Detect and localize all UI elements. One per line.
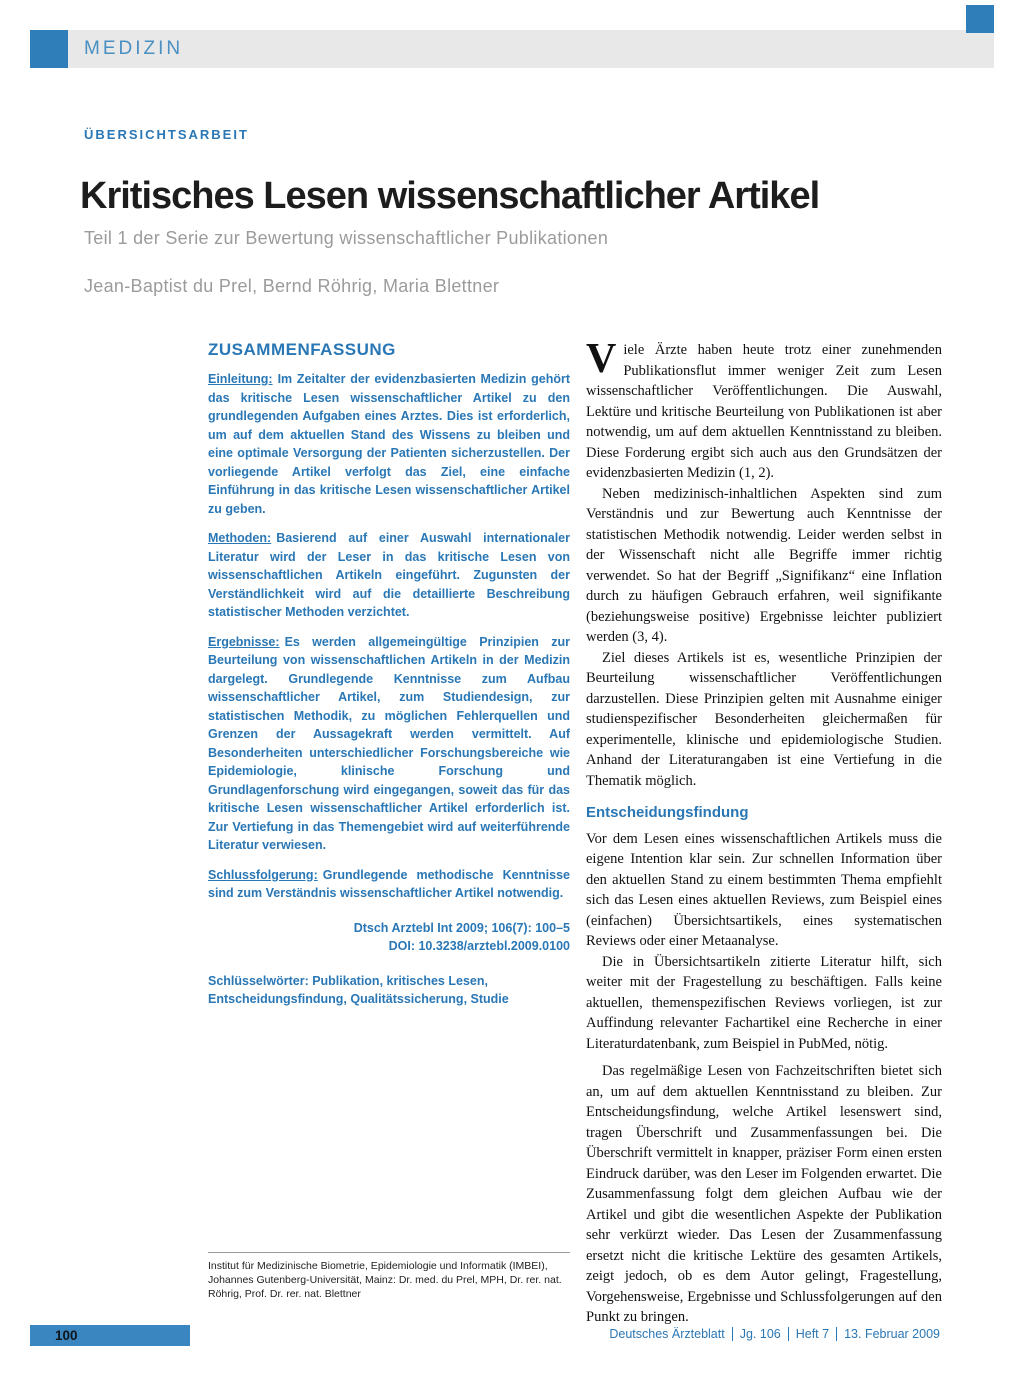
body-paragraph: Die in Übersichtsartikeln zitierte Literatur hilft, sich weiter mit der Fragestellung zu beschäftigen. Falls keine aktuellen, themenspezifischen Reviews vorliegen, ist zur Auffindung relevanter Fachartikel eine Recherche in einer Literaturdatenbank, zum Beispiel in PubMed, nötig. bbox=[586, 953, 942, 1052]
body-paragraph: Das regelmäßige Lesen von Fachzeitschriften bietet sich an, um auf dem aktuellen Kenntnisstand zu bleiben. Zur Entscheidungsfindung, welche Artikel lesenswert sind, tragen Überschrift und Zusammenfassungen bei. Die Überschrift vermittelt in knapper, präziser Form einen ersten Eindruck darüber, was den Leser im Folgenden erwartet. Die Zusammenfassung folgt dem gleichen Aufbau wie der Artikel und gibt die wesentlichen Aspekte der Publikation sehr verkürzt wieder. Das Lesen der Zusammenfassung ersetzt nicht die kritische Lektüre des gesamten Artikels, zeigt jedoch, ob es dem Autor gelingt, Fragestellung, Vorgehensweise, Ergebnisse und Schlussfolgerungen auf den Punkt zu bringen. bbox=[586, 1063, 942, 1325]
footer-journal-name: Deutsches Ärzteblatt bbox=[609, 1327, 725, 1341]
body-paragraph-text: iele Ärzte haben heute trotz einer zunehmenden Publikationsflut immer weniger Zeit zum Lesen wissenschaftlicher Veröffentlichungen. Die Auswahl, Lektüre und kritische Beurteilung von Publikationen ist aber notwendig, um auf dem aktuellen Kenntnisstand zu bleiben. Diese Forderung ergibt sich auch aus den Grundsätzen der evidenzbasierten Medizin (1, 2). bbox=[586, 342, 942, 481]
footer-date: 13. Februar 2009 bbox=[836, 1327, 940, 1341]
abstract-panel bbox=[208, 340, 570, 1020]
page-number: 100 bbox=[55, 1328, 78, 1343]
abstract-section-text: Im Zeitalter der evidenzbasierten Medizin gehört das kritische Lesen wissenschaftlicher Artikel zu den grundlegenden Aufgaben eines Arztes. Dies ist erforderlich, um auf dem aktuellen Stand des Wissens zu bleiben und eine optimale Versorgung der Patienten sicherzustellen. Der vorliegende Artikel verfolgt das Ziel, eine einfache Einführung in das kritische Lesen wissenschaftlicher Artikel zu geben. bbox=[208, 372, 570, 516]
section-label: MEDIZIN bbox=[84, 38, 184, 59]
abstract-section-text: Es werden allgemeingültige Prinzipien zur Beurteilung von wissenschaftlichen Artikeln in der Medizin dargelegt. Grundlegende Kenntnisse zum Aufbau wissenschaftlicher Artikel, zum Studiendesign, zur statistischen Methodik, zu möglichen Fehlerquellen und Grenzen der Aussagekraft werden vermittelt. Auf Besonderheiten unterschiedlicher Forschungsbereiche wie Epidemiologie, klinische Forschung und Grundlagenforschung wird eingegangen, soweit das für das kritische Lesen wissenschaftlicher Artikel erforderlich ist. Zur Vertiefung in das Themengebiet wird auf weiterführende Literatur verwiesen. bbox=[208, 634, 570, 852]
footer-volume: Jg. 106 bbox=[732, 1327, 788, 1341]
article-title: Kritisches Lesen wissenschaftlicher Artikel bbox=[80, 175, 820, 218]
abstract-section-ergebnisse bbox=[208, 633, 570, 855]
abstract-section-text: Basierend auf einer Auswahl internationaler Literatur wird der Leser in das kritische Lesen von wissenschaftlichen Artikeln eingeführt. Zugunsten der Verständlichkeit wird auf die detaillierte Beschreibung statistischer Methoden verzichtet. bbox=[208, 531, 570, 619]
article-body bbox=[586, 336, 942, 1328]
brand-square-icon bbox=[30, 30, 68, 68]
corner-mark-icon bbox=[966, 5, 994, 33]
body-paragraph bbox=[586, 336, 942, 484]
abstract-section-label: Einleitung: bbox=[208, 372, 273, 386]
abstract-section-label: Schlussfolgerung: bbox=[208, 867, 318, 882]
footer-page-bar bbox=[30, 1325, 190, 1346]
body-paragraph: Neben medizinisch-inhaltlichen Aspekten sind zum Verständnis und zur Bewertung auch Kenntnisse der statistischen Methodik notwendig. Leider werden selbst in der Wissenschaft nicht alle Begriffe immer richtig verwendet. So hat der Begriff „Signifikanz“ eine Inflation durch zu häufigen Gebrauch erfahren, weil signifikante (beziehungsweise positive) Ergebnisse leichter publiziert werden (3, 4). bbox=[586, 485, 942, 645]
abstract-section-label: Ergebnisse: bbox=[208, 634, 280, 649]
body-paragraph: Vor dem Lesen eines wissenschaftlichen Artikels muss die eigene Intention klar sein. Zur schnellen Information über den aktuellen Stand zu einem bestimmten Thema empfiehlt sich das Lesen eines aktuellen Reviews, zum Beispiel eines (einfachen) Übersichtsartikels, eines systematischen Reviews oder einer Metaanalyse. bbox=[586, 830, 942, 949]
abstract-section-einleitung bbox=[208, 370, 570, 518]
footer-issue: Heft 7 bbox=[788, 1327, 836, 1341]
article-subtitle: Teil 1 der Serie zur Bewertung wissenschaftlicher Publikationen bbox=[84, 228, 609, 248]
abstract-section-text: Grundlegende methodische Kenntnisse sind zum Verständnis wissenschaftlicher Artikel notwendig. bbox=[208, 867, 570, 900]
citation: Dtsch Arztebl Int 2009; 106(7): 100–5 bbox=[353, 920, 570, 935]
keywords: Schlüsselwörter: Publikation, kritisches Lesen, Entscheidungsfindung, Qualitätssicherung, Studie bbox=[208, 973, 509, 1006]
abstract-section-label: Methoden: bbox=[208, 531, 272, 545]
doi: DOI: 10.3238/arztebl.2009.0100 bbox=[388, 939, 570, 953]
affiliation-note: Institut für Medizinische Biometrie, Epidemiologie und Informatik (IMBEI), Johannes Gutenberg-Universität, Mainz: Dr. med. du Prel, MPH, Dr. rer. nat. Röhrig, Prof. Dr. rer. nat. Blettner bbox=[208, 1252, 570, 1301]
abstract-heading: ZUSAMMENFASSUNG bbox=[208, 340, 396, 359]
article-authors: Jean-Baptist du Prel, Bernd Röhrig, Maria Blettner bbox=[84, 276, 500, 296]
article-kicker: ÜBERSICHTSARBEIT bbox=[84, 127, 249, 142]
body-paragraph: Ziel dieses Artikels ist es, wesentliche Prinzipien der Beurteilung wissenschaftlicher Veröffentlichungen darzustellen. Diese Prinzipien gelten mit Ausnahme einiger studienspezifischer Besonderheiten gleichermaßen für experimentelle, klinische und epidemiologische Studien. Anhand der Literaturangaben ist eine Vertiefung in die Thematik möglich. bbox=[586, 649, 942, 789]
abstract-section-schlussfolgerung bbox=[208, 866, 570, 903]
section-heading-entscheidungsfindung: Entscheidungsfindung bbox=[586, 804, 749, 821]
section-header-band bbox=[30, 30, 994, 68]
drop-cap: V bbox=[586, 336, 617, 382]
footer-journal-info bbox=[609, 1327, 940, 1341]
abstract-section-methoden bbox=[208, 529, 570, 622]
